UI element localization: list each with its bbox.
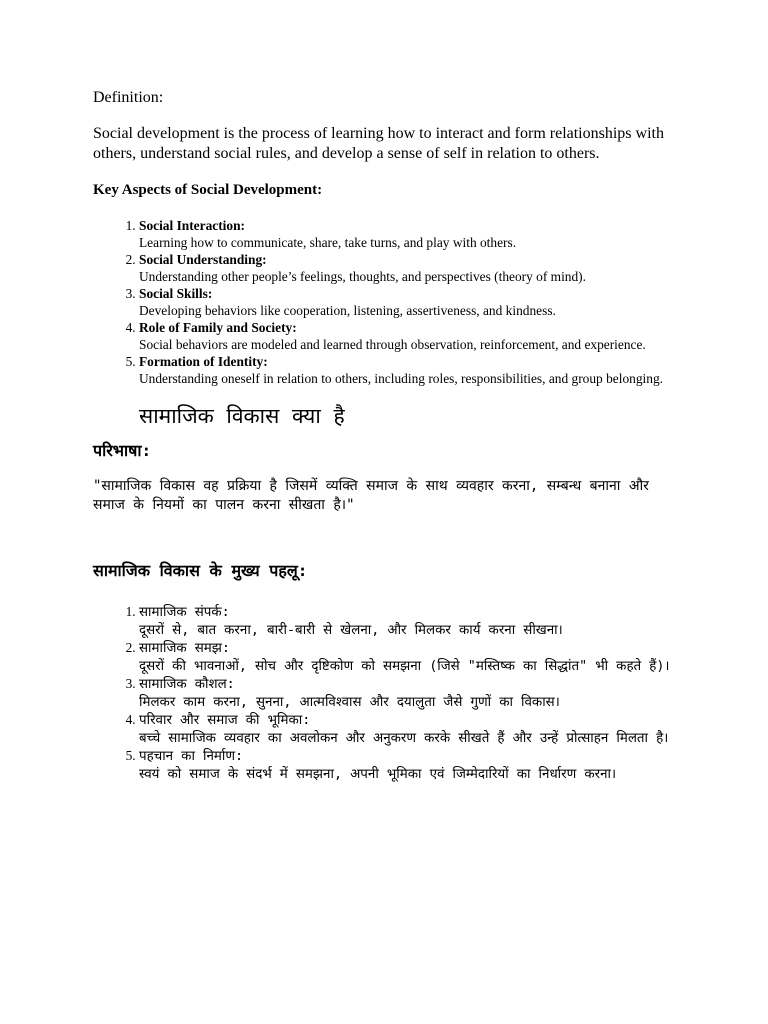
item-description: दूसरों से, बात करना, बारी-बारी से खेलना, और मिलकर कार्य करना सीखना। [139,622,563,638]
item-description: दूसरों की भावनाओं, सोच और दृष्टिकोण को समझना (जिसे "मस्तिष्क का सिद्धांत" भी कहते हैं)। [139,658,670,674]
list-item [139,603,683,639]
hindi-aspects-heading: सामाजिक विकास के मुख्य पहलू: [93,561,308,580]
list-item [139,675,683,711]
definition-label: Definition: [93,89,164,106]
list-item [139,711,683,747]
item-description: Learning how to communicate, share, take turns, and play with others. [139,235,517,250]
item-description: Understanding oneself in relation to others, including roles, responsibilities, and group belonging. [139,371,664,386]
item-title: 2. Social Understanding: [139,252,267,267]
item-title: 3. सामाजिक कौशल: [139,677,235,692]
list-item [139,217,683,251]
list-item [139,319,683,353]
key-aspects-heading: Key Aspects of Social Development: [93,182,323,198]
item-description: Understanding other people’s feelings, thoughts, and perspectives (theory of mind). [139,269,586,284]
item-description: Social behaviors are modeled and learned through observation, reinforcement, and experience. [139,337,646,352]
list-item [139,639,683,675]
item-title: 3. Social Skills: [139,286,213,301]
list-item [139,353,683,387]
list-item [139,285,683,319]
item-description: मिलकर काम करना, सुनना, आत्मविश्वास और दयालुता जैसे गुणों का विकास। [139,694,560,710]
hindi-definition-label: परिभाषा: [93,441,152,460]
item-title: 2. सामाजिक समझ: [139,641,230,656]
item-description: स्वयं को समाज के संदर्भ में समझना, अपनी भूमिका एवं जिम्मेदारियों का निर्धारण करना। [139,766,617,782]
item-title: 1. सामाजिक संपर्क: [139,605,230,620]
definition-text: Social development is the process of learning how to interact and form relationships with others, understand social rules, and develop a sense of self in relation to others. [93,125,664,162]
item-title: 4. Role of Family and Society: [139,320,297,335]
item-title: 1. Social Interaction: [139,218,245,233]
document-page [93,88,683,783]
hindi-aspects-list [93,603,683,783]
list-item [139,747,683,783]
hindi-definition-text: "सामाजिक विकास वह प्रक्रिया है जिसमें व्यक्ति समाज के साथ व्यवहार करना, सम्बन्ध बनाना और समाज के नियमों का पालन करना सीखता है।" [93,478,649,513]
key-aspects-list [93,217,683,387]
item-description: बच्चे सामाजिक व्यवहार का अवलोकन और अनुकरण करके सीखते हैं और उन्हें प्रोत्साहन मिलता है। [139,730,669,746]
item-title: 4. परिवार और समाज की भूमिका: [139,713,311,728]
item-title: 5. Formation of Identity: [139,354,268,369]
hindi-title: सामाजिक विकास क्या है [139,404,345,428]
item-title: 5. पहचान का निर्माण: [139,749,244,764]
list-item [139,251,683,285]
item-description: Developing behaviors like cooperation, listening, assertiveness, and kindness. [139,303,556,318]
